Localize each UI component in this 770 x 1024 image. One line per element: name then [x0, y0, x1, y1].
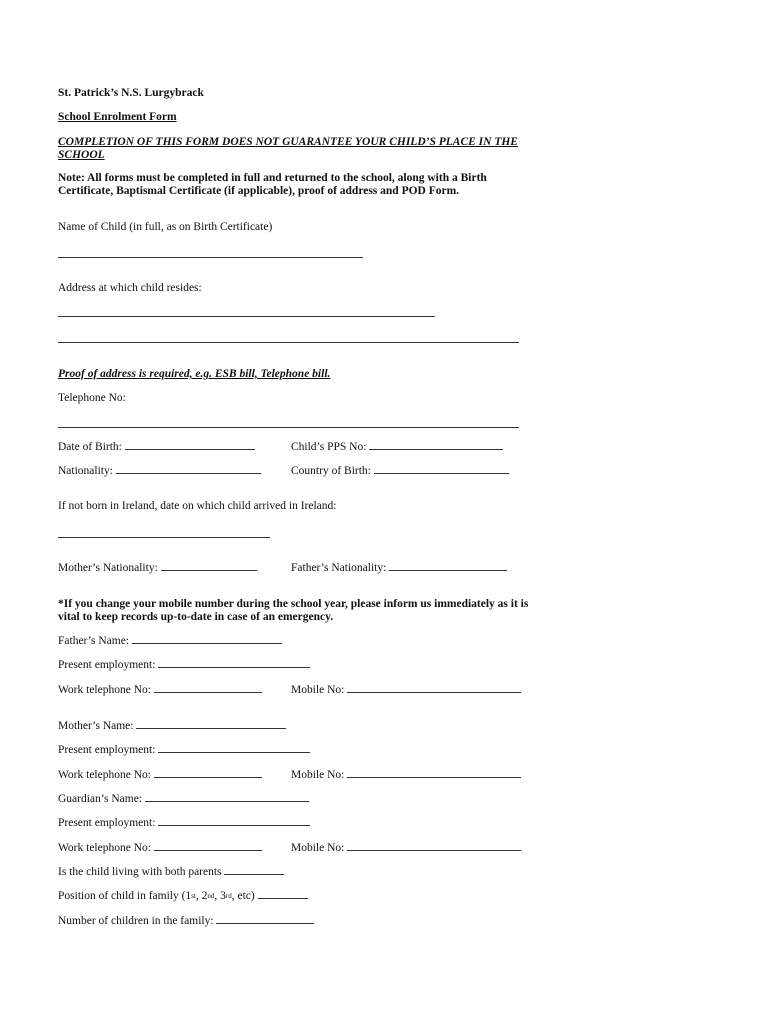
- arrival-date-field[interactable]: [58, 537, 270, 538]
- mother-work-tel-label: Work telephone No:: [58, 769, 151, 781]
- telephone-field[interactable]: [58, 427, 519, 428]
- mother-name-label: Mother’s Name:: [58, 720, 134, 732]
- father-mobile-row: [291, 683, 521, 697]
- mother-nationality-label: Mother’s Nationality:: [58, 562, 158, 574]
- position-prefix: Position of child in family (1: [58, 890, 192, 902]
- position-sep-2: , 2: [195, 890, 208, 902]
- both-parents-field[interactable]: [224, 865, 284, 875]
- dob-row: [58, 440, 255, 454]
- father-name-field[interactable]: [132, 634, 282, 644]
- address-field-2[interactable]: [58, 342, 519, 343]
- guardian-mobile-label: Mobile No:: [291, 842, 345, 854]
- mother-employment-row: [58, 743, 310, 757]
- pps-field[interactable]: [369, 440, 503, 450]
- warning-line-1: COMPLETION OF THIS FORM DOES NOT GUARANTEE YOUR CHILD’S PLACE IN THE: [58, 136, 518, 148]
- school-name: St. Patrick’s N.S. Lurgybrack: [58, 87, 204, 99]
- sup-1st: st: [191, 892, 196, 900]
- nationality-row: [58, 464, 261, 478]
- sup-2nd: nd: [207, 892, 215, 900]
- father-nationality-label: Father’s Nationality:: [291, 562, 387, 574]
- num-children-row: [58, 914, 314, 928]
- proof-of-address-note: Proof of address is required, e.g. ESB bill, Telephone bill.: [58, 368, 331, 380]
- mobile-note-line-2: vital to keep records up-to-date in case of an emergency.: [58, 611, 334, 623]
- guardian-employment-row: [58, 816, 310, 830]
- mother-nationality-field[interactable]: [161, 561, 257, 571]
- pps-label: Child’s PPS No:: [291, 441, 367, 453]
- address-field-1[interactable]: [58, 316, 435, 317]
- father-work-tel-row: [58, 683, 262, 697]
- father-employment-row: [58, 658, 310, 672]
- father-employment-field[interactable]: [158, 658, 310, 668]
- guardian-mobile-row: [291, 841, 521, 855]
- position-sep-3: , 3: [214, 890, 226, 902]
- father-employment-label: Present employment:: [58, 659, 156, 671]
- note-line-1: Note: All forms must be completed in full and returned to the school, along with a Birth: [58, 172, 487, 184]
- guardian-name-label: Guardian’s Name:: [58, 793, 142, 805]
- telephone-label: Telephone No:: [58, 392, 126, 404]
- guardian-work-tel-field[interactable]: [154, 841, 262, 851]
- guardian-work-tel-label: Work telephone No:: [58, 842, 151, 854]
- mother-employment-field[interactable]: [158, 743, 310, 753]
- sup-3rd: rd: [225, 892, 232, 900]
- mother-employment-label: Present employment:: [58, 744, 156, 756]
- father-nationality-field[interactable]: [389, 561, 507, 571]
- pps-row: [291, 440, 503, 454]
- guardian-work-tel-row: [58, 841, 262, 855]
- mother-nationality-row: [58, 561, 257, 575]
- father-name-label: Father’s Name:: [58, 635, 130, 647]
- arrival-label: If not born in Ireland, date on which child arrived in Ireland:: [58, 500, 337, 512]
- father-work-tel-field[interactable]: [154, 683, 262, 693]
- guardian-name-row: [58, 792, 309, 806]
- form-title: School Enrolment Form: [58, 111, 177, 123]
- note-line-2: Certificate, Baptismal Certificate (if applicable), proof of address and POD Form.: [58, 185, 460, 197]
- warning-line-2: SCHOOL: [58, 149, 105, 161]
- guardian-employment-field[interactable]: [158, 816, 310, 826]
- father-name-row: [58, 634, 282, 648]
- position-in-family-row: [58, 889, 308, 904]
- address-label: Address at which child resides:: [58, 282, 202, 294]
- mother-mobile-row: [291, 768, 521, 782]
- nationality-field[interactable]: [116, 464, 261, 474]
- country-of-birth-row: [291, 464, 509, 478]
- position-in-family-field[interactable]: [258, 889, 308, 899]
- nationality-label: Nationality:: [58, 465, 113, 477]
- father-mobile-label: Mobile No:: [291, 684, 345, 696]
- mother-name-field[interactable]: [136, 719, 286, 729]
- mother-work-tel-field[interactable]: [154, 768, 262, 778]
- num-children-field[interactable]: [216, 914, 314, 924]
- mobile-note-line-1: *If you change your mobile number during the school year, please inform us immediately as it is: [58, 598, 529, 610]
- dob-field[interactable]: [125, 440, 255, 450]
- guardian-employment-label: Present employment:: [58, 817, 156, 829]
- father-mobile-field[interactable]: [347, 683, 521, 693]
- mother-mobile-label: Mobile No:: [291, 769, 345, 781]
- num-children-label: Number of children in the family:: [58, 915, 214, 927]
- both-parents-row: [58, 865, 284, 879]
- mother-name-row: [58, 719, 286, 733]
- dob-label: Date of Birth:: [58, 441, 122, 453]
- both-parents-label: Is the child living with both parents: [58, 866, 222, 878]
- child-name-field[interactable]: [58, 257, 363, 258]
- country-of-birth-label: Country of Birth:: [291, 465, 371, 477]
- guardian-name-field[interactable]: [145, 792, 309, 802]
- guardian-mobile-field[interactable]: [347, 841, 521, 851]
- mother-work-tel-row: [58, 768, 262, 782]
- position-suffix: , etc): [231, 890, 255, 902]
- country-of-birth-field[interactable]: [374, 464, 509, 474]
- father-nationality-row: [291, 561, 507, 575]
- father-work-tel-label: Work telephone No:: [58, 684, 151, 696]
- mother-mobile-field[interactable]: [347, 768, 521, 778]
- child-name-label: Name of Child (in full, as on Birth Certificate): [58, 221, 273, 233]
